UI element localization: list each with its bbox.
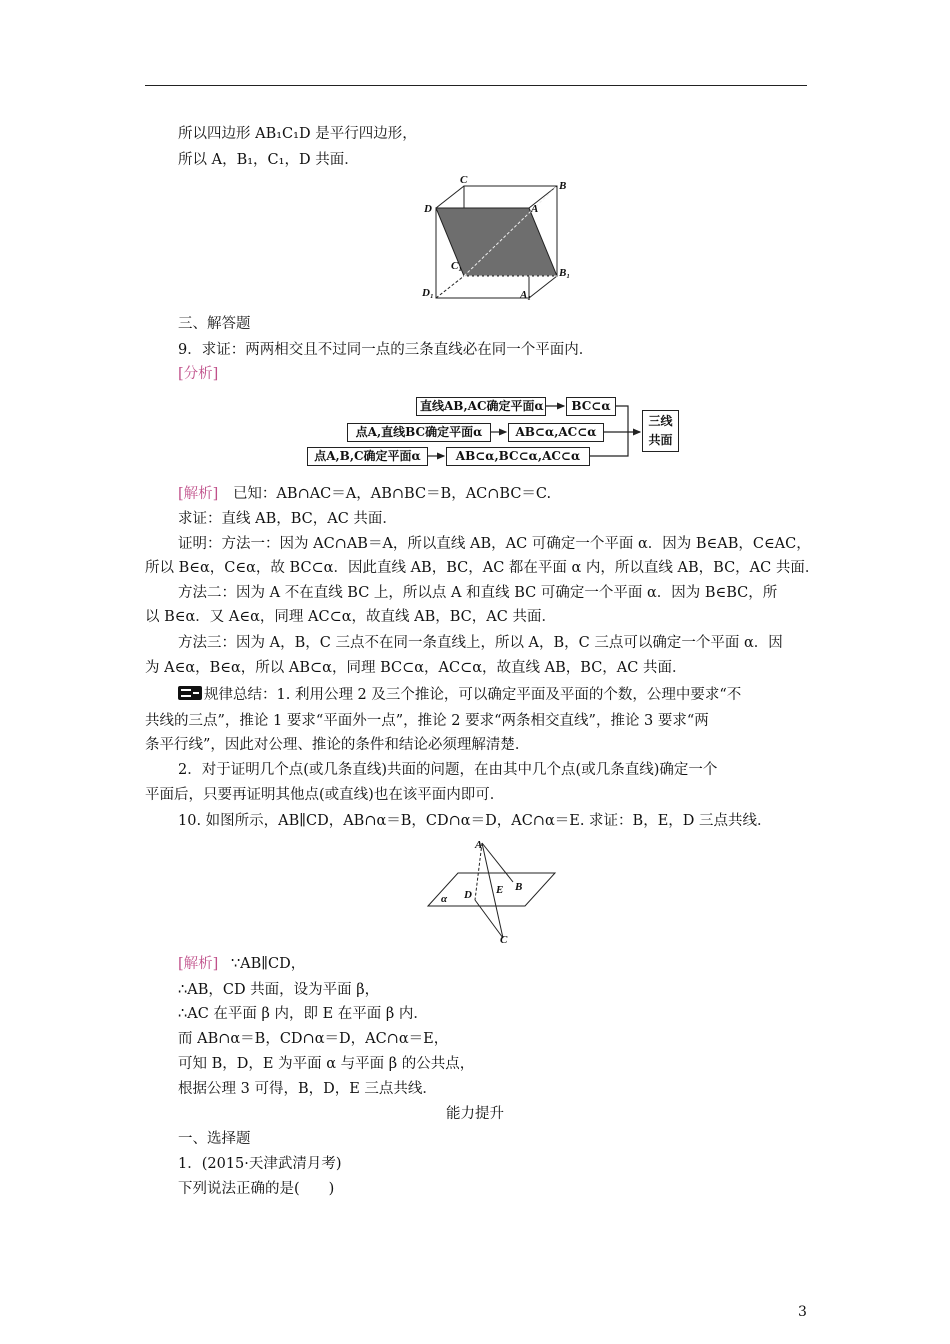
plane-label: A — [475, 839, 483, 851]
section-heading: 一、选择题 — [178, 1131, 251, 1147]
solution-line — [178, 484, 551, 504]
section-heading: 三、解答题 — [178, 316, 251, 332]
flow-box-1: 直线AB,AC确定平面α — [416, 397, 546, 416]
question-10: 10. 如图所示，AB∥CD，AB∩α＝B，CD∩α＝D，AC∩α＝E. 求证：B，E，D 三点共线． — [178, 813, 772, 829]
cube-label: D — [424, 203, 432, 215]
question-9: 9．求证：两两相交且不过同一点的三条直线必在同一个平面内． — [178, 342, 594, 358]
text-line: 平面后，只要再证明其他点(或直线)也在该平面内即可． — [145, 787, 505, 803]
text-line: 证明：方法一：因为 AC∩AB＝A，所以直线 AB，AC 可确定一个平面 α．因为 B∈AB，C∈AC， — [178, 536, 811, 552]
plane-figure — [425, 838, 560, 948]
question-1-source: 1．(2015·天津武清月考) — [178, 1156, 342, 1172]
solution-known: 已知：AB∩AC＝A，AB∩BC＝B，AC∩BC＝C. — [232, 486, 552, 502]
flow-conc-1: BC⊂α — [566, 397, 616, 416]
page-number: 3 — [798, 1304, 807, 1320]
text-line: 根据公理 3 可得，B，D，E 三点共线． — [178, 1081, 437, 1097]
section-title: 能力提升 — [446, 1106, 504, 1122]
text-line: ∴AB，CD 共面，设为平面 β， — [178, 982, 380, 998]
text-line: 求证：直线 AB，BC，AC 共面． — [178, 511, 397, 527]
text-line: 条平行线”，因此对公理、推论的条件和结论必须理解清楚． — [145, 737, 530, 753]
text-line: 所以 A，B₁，C₁，D 共面． — [178, 152, 359, 168]
text-line: 方法二：因为 A 不在直线 BC 上，所以点 A 和直线 BC 可确定一个平面 α．因为 B∈BC，所 — [178, 585, 778, 601]
cube-label: D₁ — [422, 287, 434, 299]
flow-result-line: 共面 — [648, 433, 673, 447]
text-line: ∴AC 在平面 β 内，即 E 在平面 β 内． — [178, 1006, 428, 1022]
cube-label: B₁ — [559, 267, 571, 279]
question-1: 下列说法正确的是( ) — [178, 1181, 335, 1197]
cube-label: B — [559, 180, 567, 192]
flow-box-2: 点A,直线BC确定平面α — [347, 423, 491, 442]
plane-label: α — [441, 893, 448, 905]
rule-summary-line — [178, 685, 741, 705]
text-line: 可知 B，D，E 为平面 α 与平面 β 的公共点， — [178, 1056, 475, 1072]
text-line: 共线的三点”，推论 1 要求“平面外一点”，推论 2 要求“两条相交直线”，推论 3 要求“两 — [145, 713, 709, 729]
text-line: 所以四边形 AB₁C₁D 是平行四边形， — [178, 126, 417, 142]
plane-label: D — [464, 889, 472, 901]
cube-label: C₁ — [451, 260, 463, 272]
solution-10-line — [178, 954, 305, 974]
flow-result-line: 三线 — [648, 414, 673, 428]
flow-conc-2: AB⊂α,AC⊂α — [508, 423, 604, 442]
text-line: 2．对于证明几个点(或几条直线)共面的问题，在由其中几个点(或几条直线)确定一个 — [178, 762, 718, 778]
text-line: 以 B∈α．又 A∈α，同理 AC⊂α，故直线 AB，BC，AC 共面． — [145, 609, 556, 625]
flow-arrows — [300, 395, 690, 470]
text-line: 所以 B∈α，C∈α，故 BC⊂α．因此直线 AB，BC，AC 都在平面 α 内，所以直线 AB，BC，AC 共面． — [145, 560, 820, 576]
cube-label: A — [531, 203, 539, 215]
flow-conc-3: AB⊂α,BC⊂α,AC⊂α — [446, 447, 590, 466]
text-line: 为 A∈α，B∈α，所以 AB⊂α，同理 BC⊂α，AC⊂α，故直线 AB，BC，AC 共面． — [145, 660, 687, 676]
cube-label: A₁ — [520, 289, 532, 301]
plane-label: E — [496, 884, 504, 896]
plane-label: B — [515, 881, 523, 893]
rule-summary-icon — [178, 686, 202, 700]
rule-summary-text: 规律总结：1. 利用公理 2 及三个推论，可以确定平面及平面的个数，公理中要求“不 — [204, 687, 742, 703]
header-rule — [145, 85, 807, 86]
flow-box-3: 点A,B,C确定平面α — [307, 447, 428, 466]
text-line: 而 AB∩α＝B，CD∩α＝D，AC∩α＝E， — [178, 1031, 449, 1047]
cube-figure — [420, 172, 580, 307]
solution-10-text: ∵AB∥CD， — [230, 956, 306, 972]
cube-label: C — [460, 174, 468, 186]
plane-label: C — [500, 934, 508, 946]
solution-tag: [解析] — [178, 956, 219, 972]
solution-tag: [解析] — [178, 486, 219, 502]
text-line: 方法三：因为 A，B，C 三点不在同一条直线上，所以 A，B，C 三点可以确定一个平面 α．因 — [178, 635, 783, 651]
analysis-tag: [分析] — [178, 366, 219, 382]
